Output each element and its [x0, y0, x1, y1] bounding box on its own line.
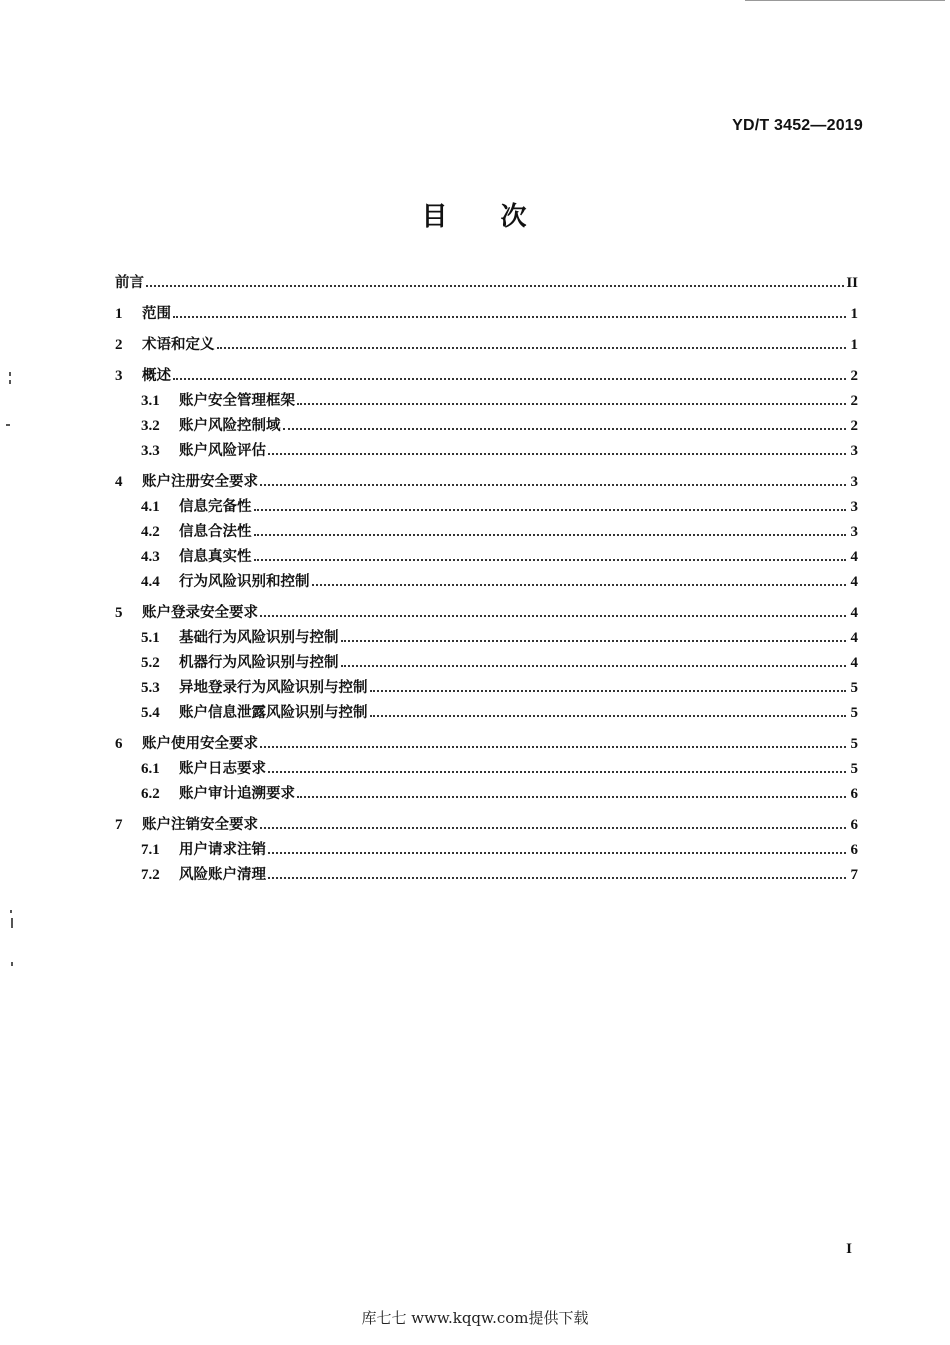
- download-source-note: 库七七 www.kqqw.com提供下载: [361, 1309, 589, 1327]
- toc-entry-number: 5: [115, 605, 123, 621]
- toc-entry: [115, 676, 858, 701]
- toc-entry: [115, 838, 858, 863]
- toc-entry: [115, 389, 858, 414]
- toc-entry-title: 行为风险识别和控制: [179, 574, 310, 590]
- toc-entry-title: 账户登录安全要求: [142, 605, 258, 621]
- toc-entry: [115, 626, 858, 651]
- dot-leader: [260, 483, 846, 486]
- toc-entry-page: 1: [850, 306, 858, 322]
- toc-entry-page: 4: [850, 655, 858, 671]
- dot-leader: [260, 826, 846, 829]
- toc-entry-number: 5.4: [141, 705, 160, 721]
- toc-entry-number: 1: [115, 306, 123, 322]
- toc-entry-title: 账户日志要求: [179, 761, 266, 777]
- toc-entry: [115, 757, 858, 782]
- dot-leader: [254, 508, 847, 511]
- toc-entry: [115, 364, 858, 389]
- toc-entry-number: 3.1: [141, 393, 160, 409]
- dot-leader: [173, 315, 846, 318]
- toc-entry-page: 4: [850, 549, 858, 565]
- toc-entry-number: 7.1: [141, 842, 160, 858]
- toc-entry-title: 账户风险控制域: [179, 418, 281, 434]
- toc-entry-page: 1: [850, 337, 858, 353]
- toc-entry: [115, 782, 858, 807]
- toc-entry: [115, 601, 858, 626]
- dot-leader: [254, 533, 847, 536]
- toc-entry-title: 风险账户清理: [179, 867, 266, 883]
- document-id: YD/T 3452—2019: [732, 117, 863, 134]
- toc-entry-page: 4: [850, 630, 858, 646]
- toc-entry-number: 4.3: [141, 549, 160, 565]
- dot-leader: [268, 851, 846, 854]
- dot-leader: [260, 745, 846, 748]
- scan-artifact: [6, 424, 10, 426]
- toc-entry: [115, 651, 858, 676]
- dot-leader: [297, 795, 846, 798]
- toc-entry-title: 用户请求注销: [179, 842, 266, 858]
- toc-entry: [115, 495, 858, 520]
- toc-entry: [115, 813, 858, 838]
- toc-entry: [115, 732, 858, 757]
- toc-entry-number: 2: [115, 337, 123, 353]
- toc-title: 目 次: [421, 202, 529, 232]
- toc-entry: [115, 333, 858, 358]
- toc-entry-title: 信息真实性: [179, 549, 252, 565]
- toc-entry-page: 2: [850, 393, 858, 409]
- toc-entry-number: 4: [115, 474, 123, 490]
- toc-entry-page: 3: [850, 443, 858, 459]
- toc-entry-page: 5: [850, 680, 858, 696]
- toc-entry-page: 3: [850, 524, 858, 540]
- toc-entry-number: 3: [115, 368, 123, 384]
- toc-entry-title: 账户使用安全要求: [142, 736, 258, 752]
- toc-entry-page: 2: [850, 418, 858, 434]
- toc-entry-number: 5.1: [141, 630, 160, 646]
- toc-entry-title: 账户安全管理框架: [179, 393, 295, 409]
- toc-entry: [115, 414, 858, 439]
- scan-artifact: [11, 962, 13, 966]
- scan-artifact: [10, 910, 12, 913]
- toc-entry-page: 6: [850, 817, 858, 833]
- dot-leader: [268, 770, 846, 773]
- dot-leader: [370, 689, 847, 692]
- toc-entry: [115, 520, 858, 545]
- toc-entry-page: 3: [850, 499, 858, 515]
- toc-entry-title: 术语和定义: [142, 337, 215, 353]
- dot-leader: [297, 402, 846, 405]
- toc-entry-title: 范围: [142, 306, 171, 322]
- toc-entry-number: 4.2: [141, 524, 160, 540]
- dot-leader: [341, 664, 847, 667]
- toc-entry-number: 5.2: [141, 655, 160, 671]
- toc-entry-page: 5: [850, 705, 858, 721]
- dot-leader: [146, 284, 844, 287]
- dot-leader: [341, 639, 847, 642]
- dot-leader: [254, 558, 847, 561]
- toc-entry-number: 6.1: [141, 761, 160, 777]
- toc-entry-number: 4.4: [141, 574, 160, 590]
- toc-entry-number: 3.2: [141, 418, 160, 434]
- toc-entry-number: 6: [115, 736, 123, 752]
- toc-entry-title: 账户审计追溯要求: [179, 786, 295, 802]
- table-of-contents: [115, 271, 858, 888]
- toc-entry-number: 3.3: [141, 443, 160, 459]
- toc-entry-number: 5.3: [141, 680, 160, 696]
- toc-entry-title: 账户注销安全要求: [142, 817, 258, 833]
- toc-entry-title: 账户注册安全要求: [142, 474, 258, 490]
- toc-entry: [115, 701, 858, 726]
- dot-leader: [312, 583, 847, 586]
- toc-entry-title: 账户信息泄露风险识别与控制: [179, 705, 368, 721]
- toc-entry-page: 7: [850, 867, 858, 883]
- toc-entry-title: 概述: [142, 368, 171, 384]
- toc-entry-number: 7: [115, 817, 123, 833]
- toc-entry-number: 7.2: [141, 867, 160, 883]
- toc-entry: [115, 302, 858, 327]
- scan-artifact: [9, 372, 11, 376]
- dot-leader: [217, 346, 847, 349]
- toc-entry-title: 基础行为风险识别与控制: [179, 630, 339, 646]
- toc-entry-page: 4: [850, 574, 858, 590]
- toc-entry: [115, 545, 858, 570]
- dot-leader: [260, 614, 846, 617]
- toc-entry-page: 2: [850, 368, 858, 384]
- toc-entry-page: 5: [850, 736, 858, 752]
- toc-entry-title: 异地登录行为风险识别与控制: [179, 680, 368, 696]
- toc-entry-number: 6.2: [141, 786, 160, 802]
- toc-entry-page: II: [846, 275, 858, 291]
- toc-entry-title: 前言: [115, 275, 144, 291]
- dot-leader: [268, 876, 846, 879]
- toc-entry: [115, 570, 858, 595]
- scan-artifact: [745, 0, 945, 1]
- scan-artifact: [11, 918, 13, 928]
- toc-entry-page: 5: [850, 761, 858, 777]
- toc-entry: [115, 863, 858, 888]
- dot-leader: [283, 427, 847, 430]
- toc-entry-page: 3: [850, 474, 858, 490]
- toc-entry: [115, 439, 858, 464]
- toc-entry-title: 机器行为风险识别与控制: [179, 655, 339, 671]
- toc-entry-title: 账户风险评估: [179, 443, 266, 459]
- toc-entry-title: 信息完备性: [179, 499, 252, 515]
- scan-artifact: [9, 380, 11, 384]
- toc-entry-page: 6: [850, 786, 858, 802]
- toc-entry-page: 6: [850, 842, 858, 858]
- dot-leader: [173, 377, 846, 380]
- toc-entry-number: 4.1: [141, 499, 160, 515]
- toc-entry-page: 4: [850, 605, 858, 621]
- page-number: I: [846, 1241, 852, 1257]
- dot-leader: [370, 714, 847, 717]
- toc-entry: [115, 470, 858, 495]
- toc-entry-title: 信息合法性: [179, 524, 252, 540]
- toc-entry: [115, 271, 858, 296]
- dot-leader: [268, 452, 846, 455]
